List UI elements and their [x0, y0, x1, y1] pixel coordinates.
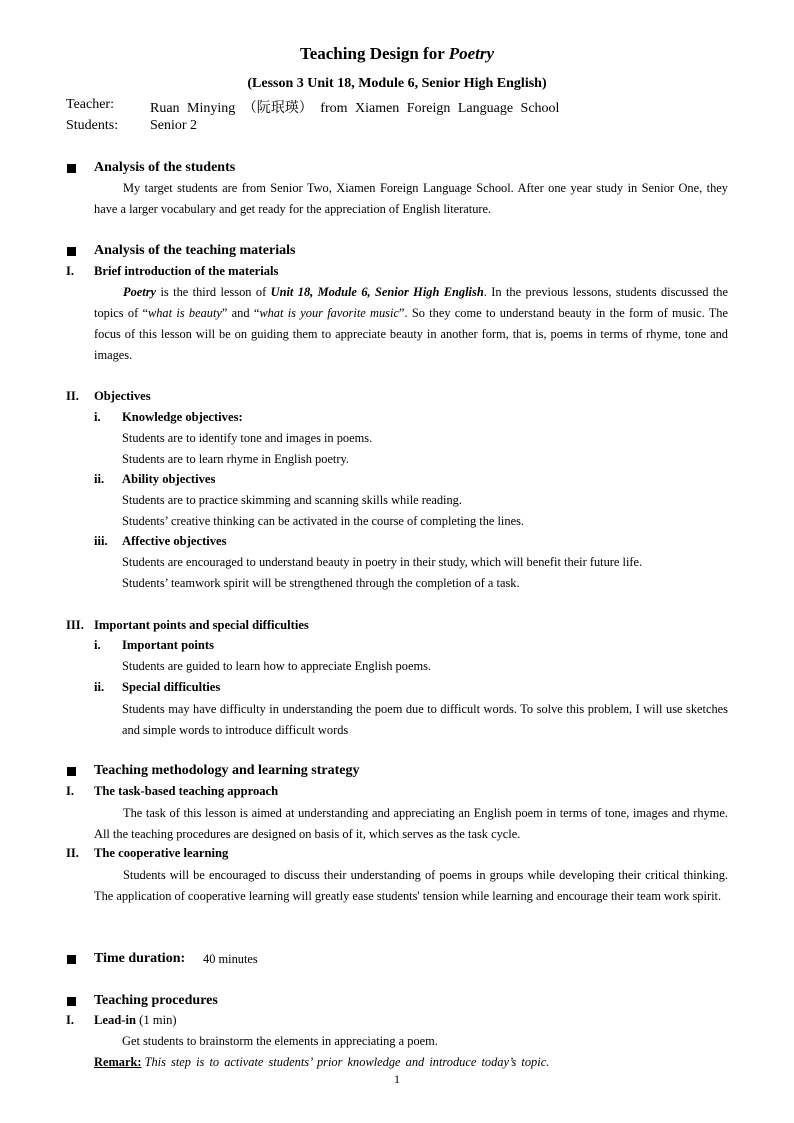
- methodology-ii-number: II.: [66, 846, 79, 860]
- teacher-value: Ruan Minying （阮珉瑛） from Xiamen Foreign Language School: [150, 101, 560, 116]
- important-points-number: i.: [94, 638, 101, 652]
- page-title: [0, 44, 794, 64]
- section-heading-procedures: Teaching procedures: [94, 993, 218, 1008]
- title-prefix: Teaching Design for: [299, 44, 449, 63]
- knowledge-item-2: Students are to learn rhyme in English poetry.: [122, 452, 349, 466]
- teacher-label: Teacher:: [66, 97, 114, 112]
- page-subtitle: (Lesson 3 Unit 18, Module 6, Senior High English): [247, 76, 547, 91]
- special-difficulties-number: ii.: [94, 680, 105, 694]
- section-heading-time: Time duration:: [94, 951, 186, 966]
- knowledge-title: Knowledge objectives:: [122, 410, 243, 424]
- important-points-item: Students are guided to learn how to appreciate English poems.: [122, 659, 431, 673]
- square-bullet-icon: [67, 955, 76, 964]
- remark-label: Remark:: [94, 1055, 142, 1069]
- materials-i-title: Brief introduction of the materials: [94, 264, 279, 278]
- ability-title: Ability objectives: [122, 472, 216, 486]
- topic-music: what is your favorite music: [259, 306, 399, 320]
- remark-line: [94, 1055, 549, 1070]
- square-bullet-icon: [67, 767, 76, 776]
- lead-in-time: (1 min): [136, 1013, 177, 1027]
- knowledge-number: i.: [94, 410, 101, 424]
- methodology-i-number: I.: [66, 784, 75, 798]
- time-duration-value: 40 minutes: [203, 952, 258, 966]
- square-bullet-icon: [67, 164, 76, 173]
- students-label: Students:: [66, 118, 119, 133]
- materials-i-number: I.: [66, 264, 75, 278]
- objectives-title: Objectives: [94, 389, 151, 403]
- special-difficulties-text: Students may have difficulty in understanding the poem due to difficult words. To solve this problem, I will use sketches and simple words to introduce difficult words: [122, 702, 728, 737]
- section-heading-methodology: Teaching methodology and learning strategy: [94, 763, 360, 778]
- intro-text-2: . In the previous lessons, students discussed the topics of “: [94, 285, 728, 320]
- square-bullet-icon: [67, 997, 76, 1006]
- ability-number: ii.: [94, 472, 105, 486]
- ability-item-2: Students’ creative thinking can be activated in the course of completing the lines.: [122, 514, 524, 528]
- task-based-text: The task of this lesson is aimed at understanding and appreciating an English poem in terms of tone, images and rhyme. All the teaching procedures are designed on basis of it, which serves as the task cycle.: [94, 806, 728, 841]
- knowledge-item-1: Students are to identify tone and images in poems.: [122, 431, 373, 445]
- page-number: 1: [394, 1072, 400, 1086]
- ability-item-1: Students are to practice skimming and scanning skills while reading.: [122, 493, 462, 507]
- affective-title: Affective objectives: [122, 534, 227, 548]
- section-heading-materials: Analysis of the teaching materials: [94, 243, 296, 258]
- lead-in-title: Lead-in: [94, 1013, 136, 1027]
- procedures-i-number: I.: [66, 1013, 75, 1027]
- difficulties-title: Important points and special difficulties: [94, 618, 309, 632]
- affective-number: iii.: [94, 534, 108, 548]
- methodology-i-title: The task-based teaching approach: [94, 784, 279, 798]
- square-bullet-icon: [67, 247, 76, 256]
- materials-intro-paragraph: [94, 282, 728, 366]
- cooperative-text: Students will be encouraged to discuss their understanding of poems in groups while developing their critical thinking. The application of cooperative learning will greatly ease students' tension while learning and encourage their team work spirit.: [94, 868, 728, 903]
- poetry-term: Poetry: [123, 285, 157, 299]
- special-difficulties-title: Special difficulties: [122, 680, 221, 694]
- unit-reference: Unit 18, Module 6, Senior High English: [270, 285, 484, 299]
- methodology-ii-title: The cooperative learning: [94, 846, 229, 860]
- cooperative-paragraph: [94, 865, 728, 907]
- difficulties-number: III.: [66, 618, 84, 632]
- intro-text-4: ”. So they come to understand beauty in the form of music. The focus of this lesson will be on guiding them to appreciate beauty in another form, that is, poems in terms of rhyme, tone and images.: [94, 306, 728, 362]
- section-text-students: [94, 178, 728, 220]
- section-heading-students: Analysis of the students: [94, 160, 236, 175]
- topic-beauty: what is beauty: [147, 306, 222, 320]
- intro-text-3: ” and “: [221, 306, 260, 320]
- affective-item-2: Students’ teamwork spirit will be strengthened through the completion of a task.: [122, 576, 520, 590]
- remark-text: This step is to activate students’ prior knowledge and introduce today’s topic.: [144, 1055, 550, 1069]
- title-emphasis: Poetry: [448, 44, 495, 63]
- lead-in-heading: [94, 1013, 177, 1028]
- objectives-number: II.: [66, 389, 79, 403]
- special-difficulties-paragraph: [122, 699, 728, 741]
- intro-text-1: is the third lesson of: [156, 285, 271, 299]
- task-based-paragraph: [94, 803, 728, 845]
- lead-in-text: Get students to brainstorm the elements in appreciating a poem.: [122, 1034, 438, 1048]
- students-paragraph: My target students are from Senior Two, Xiamen Foreign Language School. After one year study in Senior One, they have a larger vocabulary and get ready for the appreciation of English literature.: [94, 181, 728, 216]
- important-points-title: Important points: [122, 638, 215, 652]
- students-value: Senior 2: [150, 118, 198, 133]
- affective-item-1: Students are encouraged to understand beauty in poetry in their study, which will benefit their future life.: [122, 555, 643, 569]
